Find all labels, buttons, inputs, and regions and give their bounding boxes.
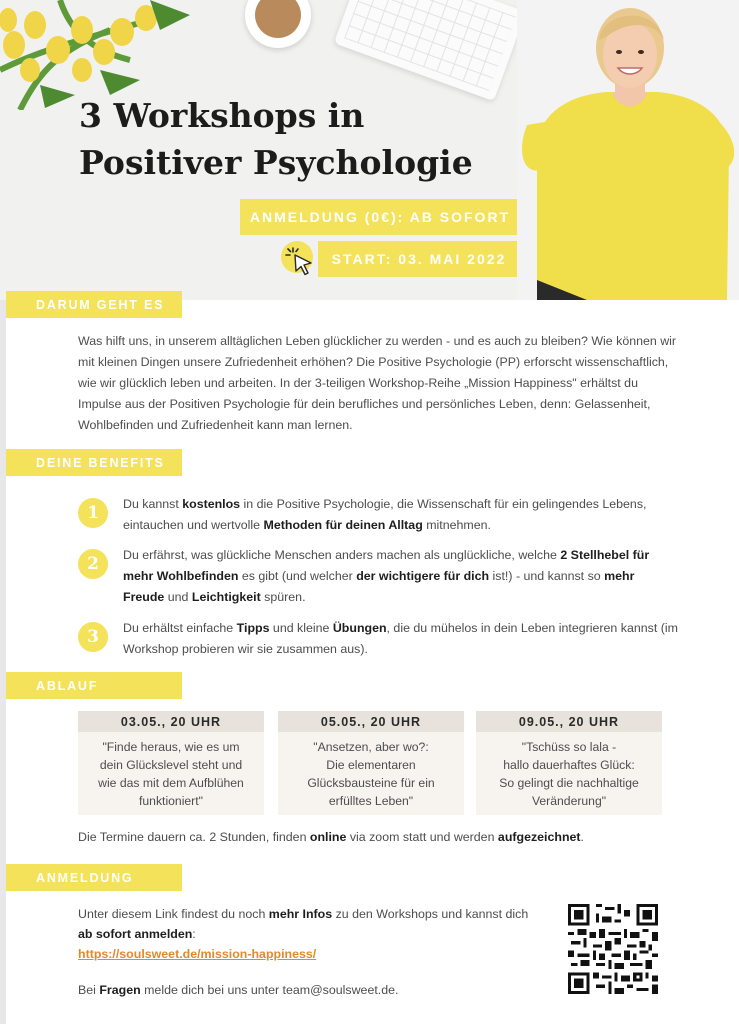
session-description: "Finde heraus, wie es um dein Glückslevel steht und wie das mit dem Aufblühen funktioniert"	[98, 740, 244, 808]
registration-text: Unter diesem Link findest du noch mehr Infos zu den Workshops und kannst dich ab sofort anmelden: https://soulsweet.de/mission-happiness/	[78, 904, 538, 964]
session-card	[78, 711, 264, 815]
session-date: 05.05., 20 UHR	[278, 711, 464, 732]
benefit-item	[78, 494, 678, 536]
benefit-number-badge: 2	[78, 549, 108, 579]
questions-text: Bei Fragen melde dich bei uns unter team@soulsweet.de.	[78, 983, 399, 997]
session-date: 09.05., 20 UHR	[476, 711, 662, 732]
session-card	[278, 711, 464, 815]
schedule-note: Die Termine dauern ca. 2 Stunden, finden online via zoom statt und werden aufgezeichnet.	[78, 830, 584, 844]
session-date: 03.05., 20 UHR	[78, 711, 264, 732]
cursor-click-icon	[279, 239, 319, 279]
benefit-number-badge: 1	[78, 498, 108, 528]
benefit-text: Du erfährst, was glückliche Menschen anders machen als unglückliche, welche 2 Stellhebel für mehr Wohlbefinden es gibt (und welcher der wichtigere für dich ist!) - und kannst so mehr Freude und Leichtigkeit spüren.	[123, 548, 650, 604]
benefit-item	[78, 618, 678, 660]
section-heading-about: DARUM GEHT ES	[6, 291, 182, 318]
keyboard-image	[334, 0, 526, 101]
benefit-item	[78, 545, 678, 608]
page-title	[79, 92, 473, 186]
registration-link[interactable]: https://soulsweet.de/mission-happiness/	[78, 947, 317, 961]
about-text: Was hilft uns, in unserem alltäglichen Leben glücklicher zu werden - und es auch zu bleiben? Wie können wir mit kleinen Dingen unsere Zufriedenheit erhöhen? Die Positive Psychologie (PP) erforscht wissenschaftlich, wie wir glücklich leben und arbeiten. In der 3-teiligen Workshop-Reihe „Mission Happiness" erhältst du Impulse aus der Positiven Psychologie für dein berufliches und persönliches Leben, denn: Gelassenheit, Wohlbefinden und Zufriedenheit kann man lernen.	[78, 334, 677, 432]
benefit-text: Du erhältst einfache Tipps und kleine Übungen, die du mühelos in dein Leben integrieren kannst (im Workshop probieren wir sie zusammen aus).	[123, 621, 678, 656]
start-date-tag: START: 03. MAI 2022	[318, 241, 520, 277]
title-line-2: Positiver Psychologie	[79, 143, 473, 182]
session-card	[476, 711, 662, 815]
session-description: "Tschüss so lala - hallo dauerhaftes Glück: So gelingt die nachhaltige Veränderung"	[499, 740, 639, 808]
benefit-text: Du kannst kostenlos in die Positive Psychologie, die Wissenschaft für ein gelingendes Lebens, eintauchen und wertvolle Methoden für deinen Alltag mitnehmen.	[123, 497, 647, 532]
registration-tag: ANMELDUNG (0€): AB SOFORT	[240, 199, 520, 235]
section-heading-schedule: ABLAUF	[6, 672, 182, 699]
coffee-cup-image	[245, 0, 311, 48]
section-heading-benefits: DEINE BENEFITS	[6, 449, 182, 476]
title-line-1: 3 Workshops in	[79, 96, 365, 135]
session-description: "Ansetzen, aber wo?: Die elementaren Glücksbausteine für ein erfülltes Leben"	[307, 740, 435, 808]
presenter-photo	[517, 0, 739, 300]
section-heading-registration: ANMELDUNG	[6, 864, 182, 891]
benefit-number-badge: 3	[78, 622, 108, 652]
qr-code-icon[interactable]	[568, 904, 658, 994]
hero-banner	[0, 0, 739, 300]
